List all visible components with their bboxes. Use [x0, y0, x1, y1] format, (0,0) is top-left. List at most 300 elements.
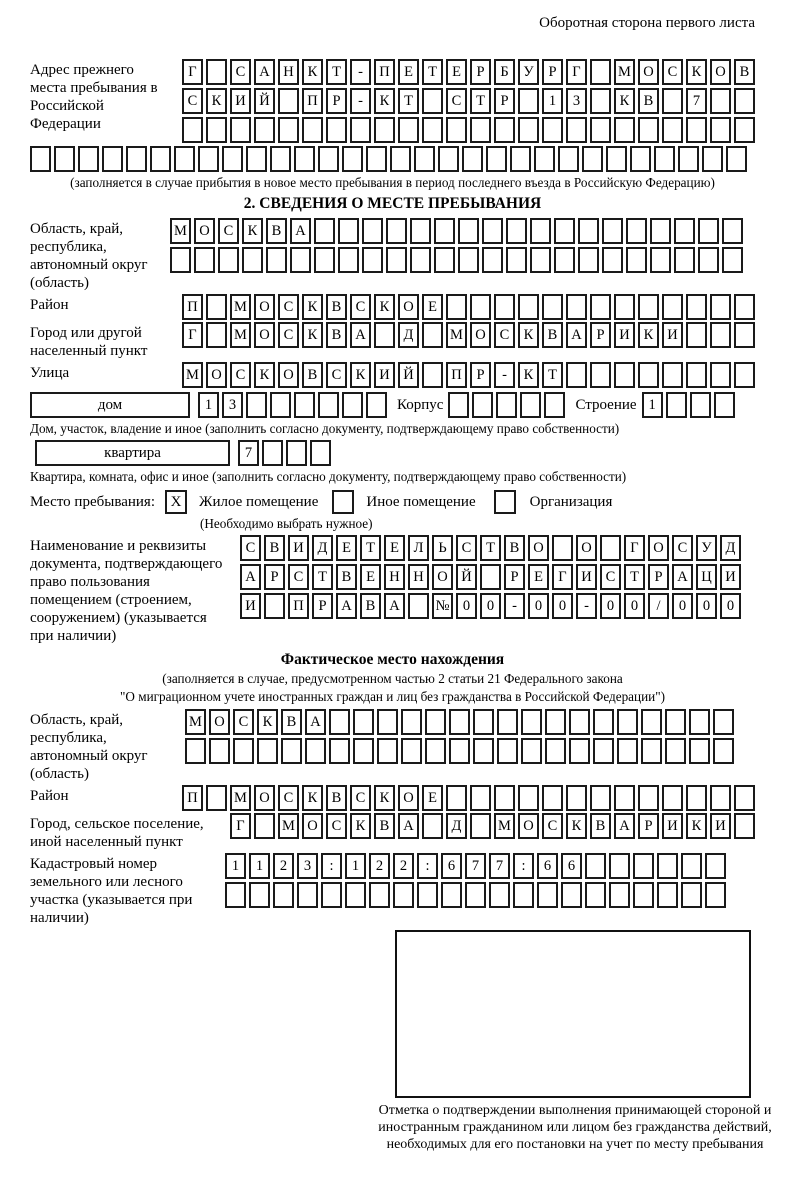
- char-cell: [422, 813, 443, 839]
- char-cell: П: [374, 59, 395, 85]
- char-cell: М: [230, 785, 251, 811]
- prev-address-row-3: [182, 117, 755, 143]
- district-block: [30, 294, 755, 320]
- region-cell-rows: [170, 218, 743, 273]
- char-cell: О: [398, 294, 419, 320]
- char-cell: [425, 709, 446, 735]
- char-cell: [264, 593, 285, 619]
- char-cell: М: [278, 813, 299, 839]
- option-other-premises-label: Иное помещение: [366, 494, 476, 510]
- char-cell: О: [254, 785, 275, 811]
- char-cell: [518, 294, 539, 320]
- house-label-box: дом: [30, 392, 190, 418]
- char-cell: [278, 88, 299, 114]
- char-cell: Н: [278, 59, 299, 85]
- char-cell: [633, 882, 654, 908]
- char-cell: Е: [360, 564, 381, 590]
- char-cell: [126, 146, 147, 172]
- actual-location-title: Фактическое место нахождения: [280, 651, 505, 668]
- char-cell: Е: [336, 535, 357, 561]
- stay-type-note: (Необходимо выбрать нужное): [200, 516, 373, 531]
- char-cell: Р: [470, 59, 491, 85]
- apartment-label-box: квартира: [35, 440, 230, 466]
- char-cell: В: [326, 322, 347, 348]
- char-cell: [254, 117, 275, 143]
- char-cell: Г: [566, 59, 587, 85]
- char-cell: П: [302, 88, 323, 114]
- char-cell: 7: [238, 440, 259, 466]
- char-cell: 1: [642, 392, 663, 418]
- char-cell: Р: [504, 564, 525, 590]
- char-cell: [329, 738, 350, 764]
- document-row-1: [240, 535, 741, 561]
- char-cell: И: [662, 322, 683, 348]
- char-cell: [458, 247, 479, 273]
- char-cell: Н: [408, 564, 429, 590]
- char-cell: [329, 709, 350, 735]
- char-cell: [654, 146, 675, 172]
- char-cell: [726, 146, 747, 172]
- char-cell: [558, 146, 579, 172]
- char-cell: К: [374, 294, 395, 320]
- char-cell: [350, 117, 371, 143]
- char-cell: 1: [542, 88, 563, 114]
- char-cell: С: [218, 218, 239, 244]
- char-cell: [734, 117, 755, 143]
- char-cell: А: [240, 564, 261, 590]
- char-cell: [270, 146, 291, 172]
- region-row-2: [170, 247, 743, 273]
- char-cell: [545, 709, 566, 735]
- char-cell: [470, 294, 491, 320]
- char-cell: [246, 392, 267, 418]
- char-cell: [294, 392, 315, 418]
- apartment-note: Квартира, комната, офис и иное (заполнить согласно документу, подтверждающему право собственности): [30, 469, 627, 484]
- char-cell: Й: [254, 88, 275, 114]
- char-cell: [698, 218, 719, 244]
- char-cell: [590, 88, 611, 114]
- char-cell: [345, 882, 366, 908]
- char-cell: [569, 738, 590, 764]
- char-cell: [422, 88, 443, 114]
- char-cell: 3: [566, 88, 587, 114]
- char-cell: 1: [198, 392, 219, 418]
- char-cell: [342, 392, 363, 418]
- char-cell: [233, 738, 254, 764]
- cadastral-row-2: [225, 882, 726, 908]
- char-cell: [534, 146, 555, 172]
- char-cell: 0: [528, 593, 549, 619]
- char-cell: [734, 322, 755, 348]
- char-cell: [521, 709, 542, 735]
- char-cell: [614, 362, 635, 388]
- char-cell: Г: [230, 813, 251, 839]
- char-cell: 7: [686, 88, 707, 114]
- char-cell: Р: [648, 564, 669, 590]
- char-cell: [681, 882, 702, 908]
- fact-city-block: [30, 813, 755, 851]
- char-cell: А: [614, 813, 635, 839]
- char-cell: К: [302, 294, 323, 320]
- char-cell: [606, 146, 627, 172]
- char-cell: [225, 882, 246, 908]
- char-cell: [497, 709, 518, 735]
- char-cell: [545, 738, 566, 764]
- char-cell: [422, 322, 443, 348]
- char-cell: [641, 738, 662, 764]
- char-cell: [614, 785, 635, 811]
- char-cell: П: [288, 593, 309, 619]
- char-cell: [438, 146, 459, 172]
- house-line: [30, 392, 755, 418]
- city-label: Город или другой населенный пункт: [30, 325, 148, 359]
- char-cell: [470, 117, 491, 143]
- fact-district-label: Район: [30, 788, 69, 804]
- char-cell: П: [182, 294, 203, 320]
- char-cell: С: [456, 535, 477, 561]
- char-cell: К: [242, 218, 263, 244]
- char-cell: [633, 853, 654, 879]
- char-cell: [650, 247, 671, 273]
- char-cell: Т: [480, 535, 501, 561]
- char-cell: [254, 813, 275, 839]
- document-row-2: [240, 564, 741, 590]
- char-cell: [614, 294, 635, 320]
- char-cell: [686, 785, 707, 811]
- char-cell: 2: [273, 853, 294, 879]
- char-cell: С: [326, 362, 347, 388]
- char-cell: К: [350, 362, 371, 388]
- char-cell: 0: [552, 593, 573, 619]
- char-cell: [262, 440, 283, 466]
- char-cell: Е: [398, 59, 419, 85]
- char-cell: [552, 535, 573, 561]
- char-cell: [342, 146, 363, 172]
- char-cell: -: [504, 593, 525, 619]
- char-cell: [206, 117, 227, 143]
- char-cell: [278, 117, 299, 143]
- char-cell: 0: [696, 593, 717, 619]
- char-cell: К: [302, 322, 323, 348]
- char-cell: Й: [398, 362, 419, 388]
- char-cell: Ц: [696, 564, 717, 590]
- char-cell: Г: [182, 59, 203, 85]
- document-block: [30, 535, 755, 645]
- char-cell: С: [672, 535, 693, 561]
- char-cell: :: [417, 853, 438, 879]
- char-cell: [617, 709, 638, 735]
- char-cell: Р: [638, 813, 659, 839]
- char-cell: [710, 117, 731, 143]
- char-cell: [662, 362, 683, 388]
- char-cell: К: [566, 813, 587, 839]
- char-cell: [222, 146, 243, 172]
- char-cell: С: [278, 322, 299, 348]
- char-cell: Е: [528, 564, 549, 590]
- char-cell: И: [374, 362, 395, 388]
- char-cell: [150, 146, 171, 172]
- char-cell: [54, 146, 75, 172]
- prev-address-block: [30, 59, 755, 143]
- char-cell: [593, 709, 614, 735]
- char-cell: В: [302, 362, 323, 388]
- char-cell: [410, 218, 431, 244]
- char-cell: И: [230, 88, 251, 114]
- char-cell: [314, 218, 335, 244]
- char-cell: [297, 882, 318, 908]
- char-cell: П: [446, 362, 467, 388]
- char-cell: [641, 709, 662, 735]
- char-cell: Т: [312, 564, 333, 590]
- char-cell: К: [302, 59, 323, 85]
- char-cell: [462, 146, 483, 172]
- char-cell: [537, 882, 558, 908]
- char-cell: [590, 362, 611, 388]
- char-cell: [198, 146, 219, 172]
- char-cell: [734, 362, 755, 388]
- char-cell: [441, 882, 462, 908]
- char-cell: [242, 247, 263, 273]
- char-cell: [182, 117, 203, 143]
- char-cell: А: [305, 709, 326, 735]
- char-cell: Г: [182, 322, 203, 348]
- char-cell: О: [254, 322, 275, 348]
- char-cell: 1: [345, 853, 366, 879]
- char-cell: :: [321, 853, 342, 879]
- char-cell: 6: [441, 853, 462, 879]
- char-cell: О: [470, 322, 491, 348]
- char-cell: [609, 882, 630, 908]
- char-cell: К: [614, 88, 635, 114]
- char-cell: [542, 294, 563, 320]
- fact-region-row-1: [185, 709, 734, 735]
- char-cell: [614, 117, 635, 143]
- char-cell: [310, 440, 331, 466]
- char-cell: С: [182, 88, 203, 114]
- char-cell: К: [350, 813, 371, 839]
- char-cell: [449, 738, 470, 764]
- char-cell: [665, 738, 686, 764]
- char-cell: [710, 785, 731, 811]
- char-cell: [326, 117, 347, 143]
- stamp-caption: Отметка о подтверждении выполнения принимающей стороной и иностранным гражданином или лицом без гражданства действий, необходимых для его постановки на учет по месту пребывания: [378, 1103, 772, 1152]
- char-cell: Г: [552, 564, 573, 590]
- city-row: [182, 322, 755, 348]
- prev-address-label: Адрес прежнего места пребывания в Российской Федерации: [30, 62, 158, 132]
- char-cell: Е: [422, 785, 443, 811]
- char-cell: [686, 117, 707, 143]
- char-cell: [318, 392, 339, 418]
- char-cell: [690, 392, 711, 418]
- char-cell: [678, 146, 699, 172]
- char-cell: О: [710, 59, 731, 85]
- char-cell: [665, 709, 686, 735]
- prev-address-row-1: [182, 59, 755, 85]
- char-cell: [458, 218, 479, 244]
- char-cell: [518, 88, 539, 114]
- char-cell: Т: [398, 88, 419, 114]
- char-cell: [686, 362, 707, 388]
- char-cell: О: [206, 362, 227, 388]
- char-cell: [386, 247, 407, 273]
- char-cell: 7: [489, 853, 510, 879]
- char-cell: [530, 218, 551, 244]
- char-cell: Д: [312, 535, 333, 561]
- document-cell-rows: [240, 535, 741, 619]
- street-row: [182, 362, 755, 388]
- char-cell: [393, 882, 414, 908]
- char-cell: [705, 882, 726, 908]
- char-cell: [102, 146, 123, 172]
- char-cell: С: [278, 785, 299, 811]
- char-cell: [578, 247, 599, 273]
- char-cell: [206, 785, 227, 811]
- char-cell: С: [230, 59, 251, 85]
- char-cell: [417, 882, 438, 908]
- char-cell: М: [230, 294, 251, 320]
- char-cell: [422, 117, 443, 143]
- char-cell: М: [446, 322, 467, 348]
- char-cell: [686, 322, 707, 348]
- char-cell: О: [518, 813, 539, 839]
- char-cell: [305, 738, 326, 764]
- char-cell: Г: [624, 535, 645, 561]
- char-cell: [449, 709, 470, 735]
- char-cell: [630, 146, 651, 172]
- char-cell: О: [194, 218, 215, 244]
- char-cell: С: [542, 813, 563, 839]
- char-cell: [353, 738, 374, 764]
- char-cell: В: [504, 535, 525, 561]
- char-cell: В: [281, 709, 302, 735]
- char-cell: [638, 362, 659, 388]
- char-cell: [710, 362, 731, 388]
- char-cell: С: [326, 813, 347, 839]
- char-cell: В: [542, 322, 563, 348]
- char-cell: [374, 322, 395, 348]
- stroenie-cells: [642, 392, 735, 418]
- char-cell: [486, 146, 507, 172]
- char-cell: [582, 146, 603, 172]
- char-cell: О: [648, 535, 669, 561]
- char-cell: -: [494, 362, 515, 388]
- document-row-3: [240, 593, 741, 619]
- char-cell: В: [734, 59, 755, 85]
- char-cell: А: [566, 322, 587, 348]
- char-cell: [662, 785, 683, 811]
- char-cell: [422, 362, 443, 388]
- char-cell: М: [494, 813, 515, 839]
- char-cell: С: [350, 294, 371, 320]
- char-cell: [626, 247, 647, 273]
- char-cell: В: [266, 218, 287, 244]
- korpus-cells: [448, 392, 565, 418]
- char-cell: С: [278, 294, 299, 320]
- char-cell: О: [209, 709, 230, 735]
- street-label: Улица: [30, 365, 70, 381]
- char-cell: [266, 247, 287, 273]
- char-cell: [506, 247, 527, 273]
- char-cell: [602, 218, 623, 244]
- char-cell: В: [336, 564, 357, 590]
- char-cell: [290, 247, 311, 273]
- char-cell: В: [326, 785, 347, 811]
- char-cell: [321, 882, 342, 908]
- prev-address-note: (заполняется в случае прибытия в новое место пребывания в период последнего въезда в Российскую Федерацию): [70, 175, 715, 190]
- char-cell: А: [290, 218, 311, 244]
- house-cells: [198, 392, 387, 418]
- char-cell: [593, 738, 614, 764]
- char-cell: М: [185, 709, 206, 735]
- char-cell: К: [206, 88, 227, 114]
- char-cell: Н: [384, 564, 405, 590]
- fact-city-row: [230, 813, 755, 839]
- char-cell: [446, 294, 467, 320]
- fact-region-row-2: [185, 738, 734, 764]
- char-cell: [590, 117, 611, 143]
- char-cell: [480, 564, 501, 590]
- char-cell: Д: [720, 535, 741, 561]
- char-cell: :: [513, 853, 534, 879]
- char-cell: [542, 785, 563, 811]
- char-cell: [689, 738, 710, 764]
- char-cell: И: [662, 813, 683, 839]
- option-residential-label: Жилое помещение: [199, 494, 319, 510]
- char-cell: [681, 853, 702, 879]
- char-cell: [600, 535, 621, 561]
- char-cell: [734, 785, 755, 811]
- char-cell: [366, 146, 387, 172]
- char-cell: [657, 882, 678, 908]
- char-cell: [473, 738, 494, 764]
- char-cell: [390, 146, 411, 172]
- checkbox-other-premises: [332, 490, 354, 514]
- char-cell: Т: [360, 535, 381, 561]
- actual-location-note-2: "О миграционном учете иностранных граждан и лиц без гражданства в Российской Федерации"): [120, 689, 665, 704]
- char-cell: 7: [465, 853, 486, 879]
- char-cell: [566, 362, 587, 388]
- char-cell: [734, 813, 755, 839]
- char-cell: Й: [456, 564, 477, 590]
- char-cell: [657, 853, 678, 879]
- char-cell: С: [288, 564, 309, 590]
- char-cell: И: [710, 813, 731, 839]
- stamp-box: [395, 930, 751, 1098]
- char-cell: С: [350, 785, 371, 811]
- char-cell: [561, 882, 582, 908]
- char-cell: [446, 117, 467, 143]
- char-cell: [401, 709, 422, 735]
- char-cell: [470, 813, 491, 839]
- char-cell: [410, 247, 431, 273]
- char-cell: К: [254, 362, 275, 388]
- char-cell: [78, 146, 99, 172]
- char-cell: 1: [249, 853, 270, 879]
- char-cell: М: [614, 59, 635, 85]
- cadastral-label: Кадастровый номер земельного или лесного участка (указывается при наличии): [30, 856, 193, 926]
- char-cell: [414, 146, 435, 172]
- char-cell: [362, 218, 383, 244]
- char-cell: М: [182, 362, 203, 388]
- cadastral-row-1: [225, 853, 726, 879]
- char-cell: [273, 882, 294, 908]
- char-cell: [386, 218, 407, 244]
- char-cell: [496, 392, 517, 418]
- char-cell: [542, 117, 563, 143]
- char-cell: [638, 785, 659, 811]
- char-cell: М: [170, 218, 191, 244]
- char-cell: И: [614, 322, 635, 348]
